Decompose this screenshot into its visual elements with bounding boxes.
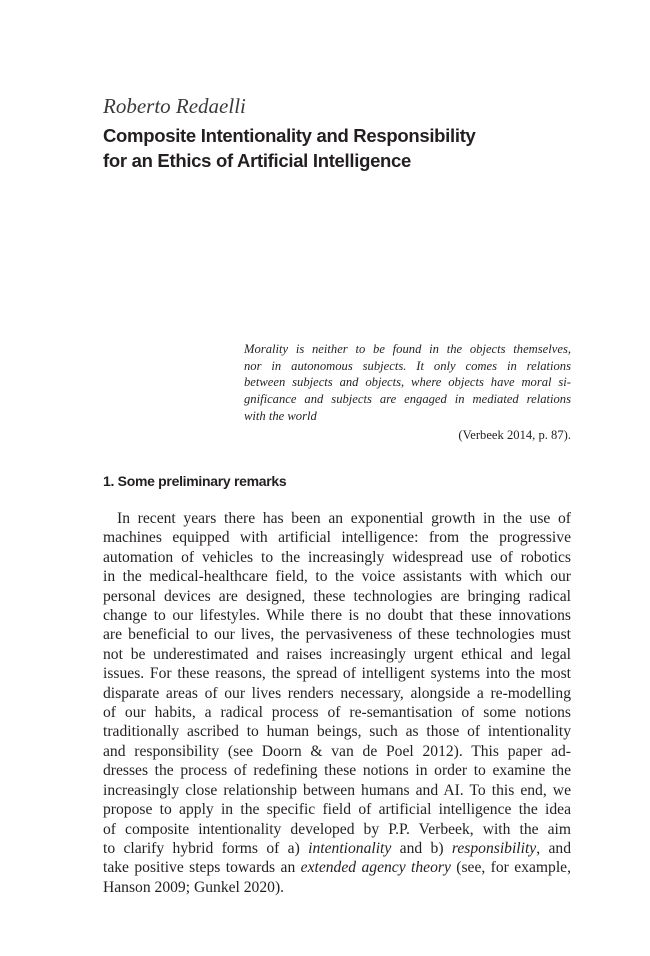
body-line: in the medical-healthcare field, to the voice assistants with which our [103, 568, 571, 586]
body-line: and responsibility (see Doorn & van de Poel 2012). This paper ad- [103, 742, 571, 760]
body-line: machines equipped with artificial intelligence: from the progressive [103, 529, 571, 547]
body-line: dresses the process of redefining these notions in order to examine the [103, 762, 571, 780]
body-line: traditionally ascribed to human beings, such as those of intentionality [103, 723, 571, 741]
chapter-title-line: Composite Intentionality and Responsibility [103, 125, 476, 146]
body-text-run: and b) [391, 839, 452, 857]
epigraph-quote [244, 341, 571, 425]
chapter-title [103, 123, 563, 173]
body-line: In recent years there has been an exponential growth in the use of [117, 510, 571, 527]
epigraph-citation: (Verbeek 2014, p. 87). [458, 427, 571, 442]
body-line: increasingly close relationship between humans and AI. To this end, we [103, 781, 571, 799]
body-line: Hanson 2009; Gunkel 2020). [103, 878, 285, 896]
epigraph-line: with the world [244, 408, 317, 423]
body-line: not be underestimated and raises increasingly urgent ethical and legal [103, 645, 571, 663]
section-body [103, 509, 571, 897]
body-line: issues. For these reasons, the spread of intelligent systems into the most [103, 665, 571, 683]
section-heading: 1. Some preliminary remarks [103, 473, 287, 489]
epigraph [244, 341, 571, 443]
body-text-run: (see, for example, [450, 859, 571, 877]
body-line: of composite intentionality developed by P.P. Verbeek, with the aim [103, 820, 571, 838]
body-line: are beneficial to our lives, the pervasiveness of these technologies must [103, 626, 571, 644]
epigraph-line: Morality is neither to be found in the objects themselves, [244, 342, 571, 356]
body-text-run: take positive steps towards an [103, 859, 301, 877]
chapter-author: Roberto Redaelli [103, 94, 246, 118]
body-line [103, 839, 571, 858]
emphasis-extended-agency-theory: extended agency theory [300, 859, 451, 877]
body-text-run: to clarify hybrid forms of a) [103, 839, 309, 857]
body-line [103, 858, 571, 877]
body-line: of our habits, a radical process of re-semantisation of some notions [103, 704, 571, 722]
body-line: propose to apply in the specific field of artificial intelligence the idea [103, 801, 571, 819]
epigraph-line: gnificance and subjects are engaged in mediated relations [244, 392, 571, 407]
body-line: change to our lifestyles. While there is no doubt that these innovations [103, 607, 571, 625]
body-line: automation of vehicles to the increasingly widespread use of robotics [103, 548, 571, 566]
emphasis-responsibility: responsibility [451, 839, 537, 857]
body-line: disparate areas of our lives renders necessary, alongside a re-modelling [103, 684, 571, 702]
body-text-run: , and [536, 839, 571, 857]
epigraph-line: between subjects and objects, where objects have moral si- [244, 375, 571, 390]
chapter-title-line: for an Ethics of Artificial Intelligence [103, 150, 412, 171]
epigraph-line: nor in autonomous subjects. It only comes in relations [244, 358, 571, 373]
body-line: personal devices are designed, these technologies are bringing radical [103, 587, 571, 605]
emphasis-intentionality: intentionality [308, 839, 392, 857]
